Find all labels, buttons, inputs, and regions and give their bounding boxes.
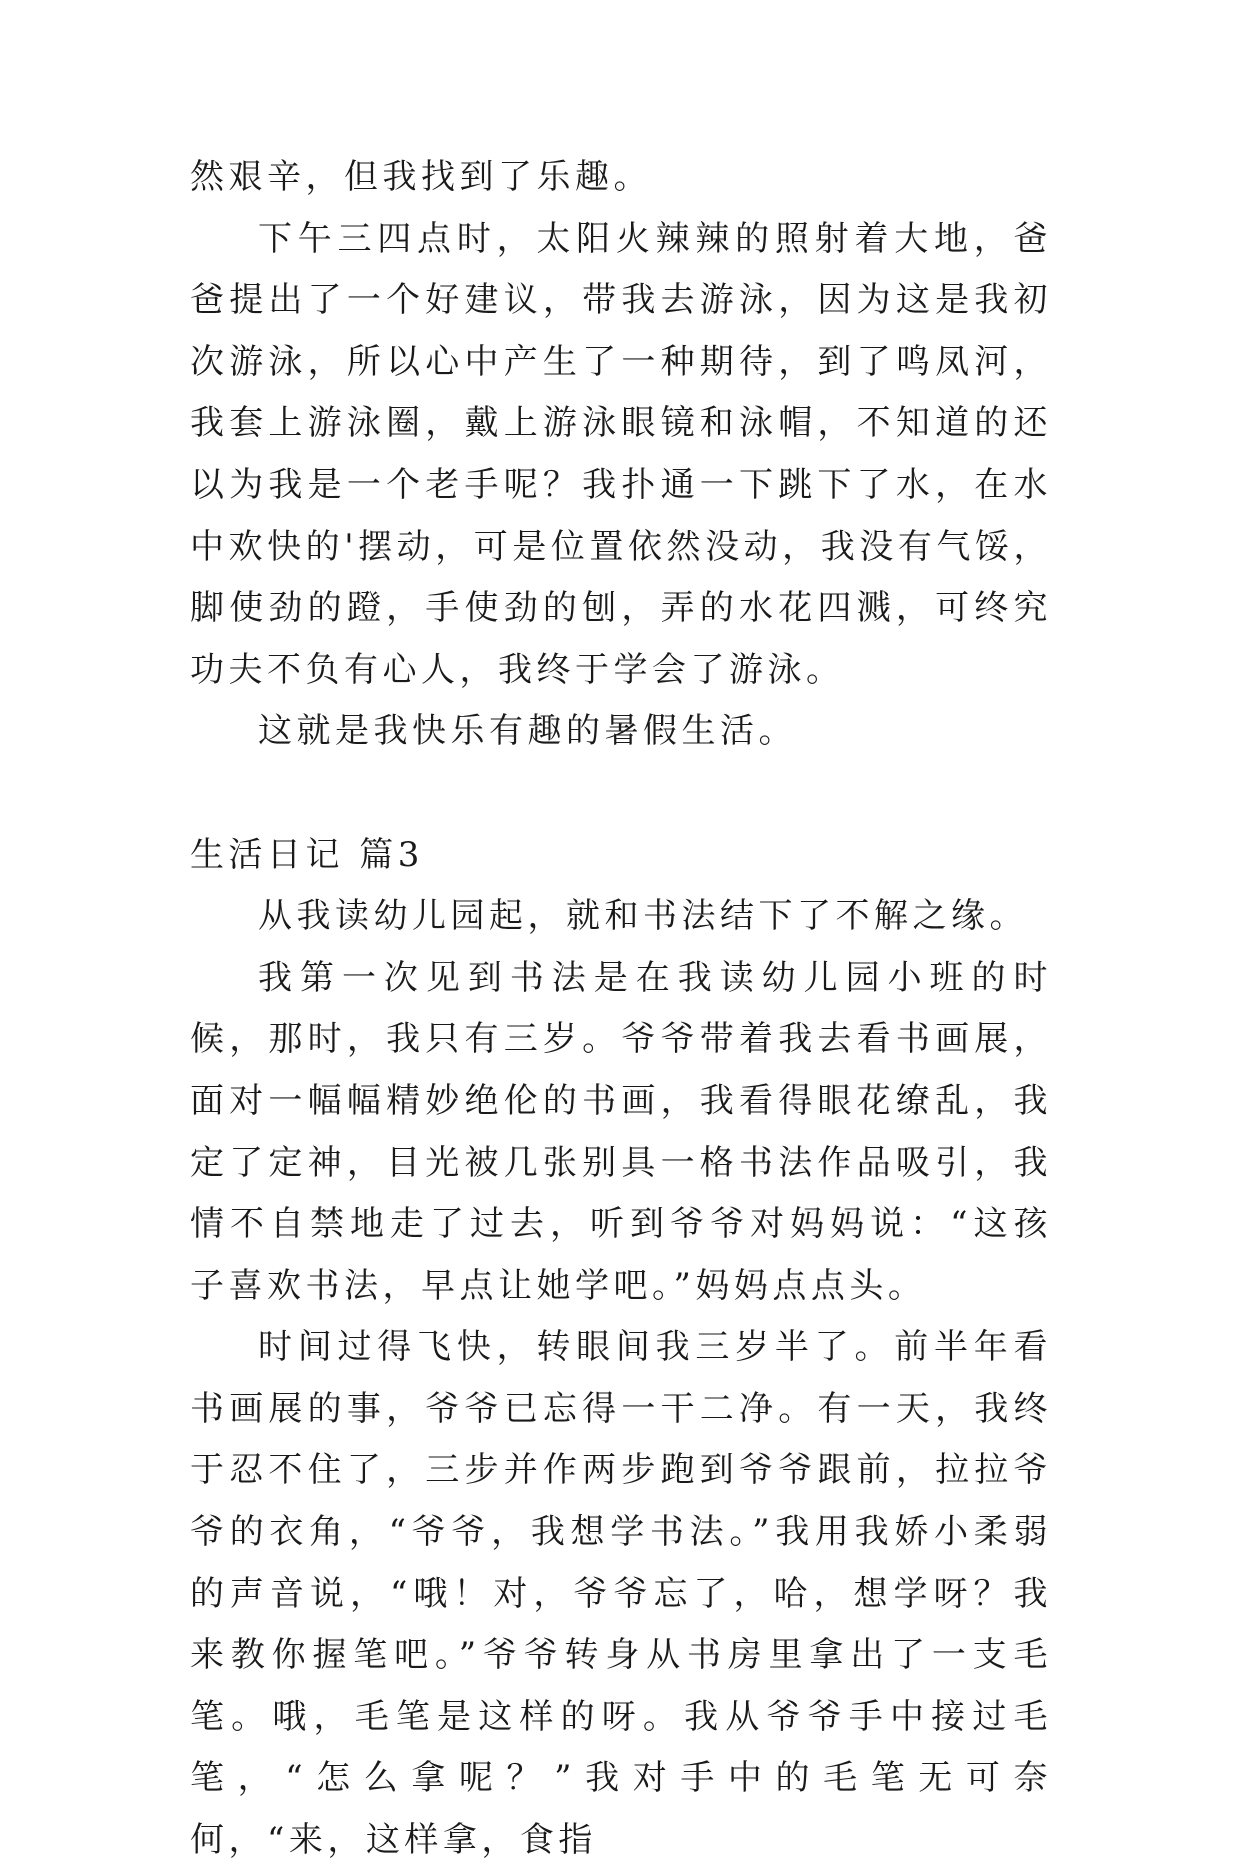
document-body [190, 147, 1052, 1872]
section-heading: 生活日记 篇3 [190, 834, 424, 875]
paragraph-swimming: 下午三四点时，太阳火辣辣的照射着大地，爸爸提出了一个好建议，带我去游泳，因为这是我初次游泳，所以心中产生了一种期待，到了鸣凤河，我套上游泳圈，戴上游泳眼镜和泳帽，不知道的还以为我是一个老手呢？我扑通一下跳下了水，在水中欢快的'摆动，可是位置依然没动，我没有气馁，脚使劲的蹬，手使劲的刨，弄的水花四溅，可终究功夫不负有心人，我终于学会了游泳。 [190, 218, 1052, 690]
paragraph-first-encounter: 我第一次见到书法是在我读幼儿园小班的时候，那时，我只有三岁。爷爷带着我去看书画展，面对一幅幅精妙绝伦的书画，我看得眼花缭乱，我定了定神，目光被几张别具一格书法作品吸引，我情不自禁地走了过去，听到爷爷对妈妈说：“这孩子喜欢书法，早点让她学吧。”妈妈点点头。 [190, 957, 1052, 1306]
paragraph-intro: 从我读幼儿园起，就和书法结下了不解之缘。 [258, 896, 1028, 937]
paragraph-learning: 时间过得飞快，转眼间我三岁半了。前半年看书画展的事，爷爷已忘得一干二净。有一天，我终于忍不住了，三步并作两步跑到爷爷跟前，拉拉爷爷的衣角，“爷爷，我想学书法。”我用我娇小柔弱的声音说，“哦！对，爷爷忘了，哈，想学呀？我来教你握笔吧。”爷爷转身从书房里拿出了一支毛笔。哦，毛笔是这样的呀。我从爷爷手中接过毛笔，“怎么拿呢？”我对手中的毛笔无可奈何，“来，这样拿，食指 [190, 1327, 1052, 1861]
paragraph-continuation: 然艰辛，但我找到了乐趣。 [190, 157, 652, 197]
paragraph-summary: 这就是我快乐有趣的暑假生活。 [258, 711, 797, 752]
section-spacer [190, 763, 1052, 825]
